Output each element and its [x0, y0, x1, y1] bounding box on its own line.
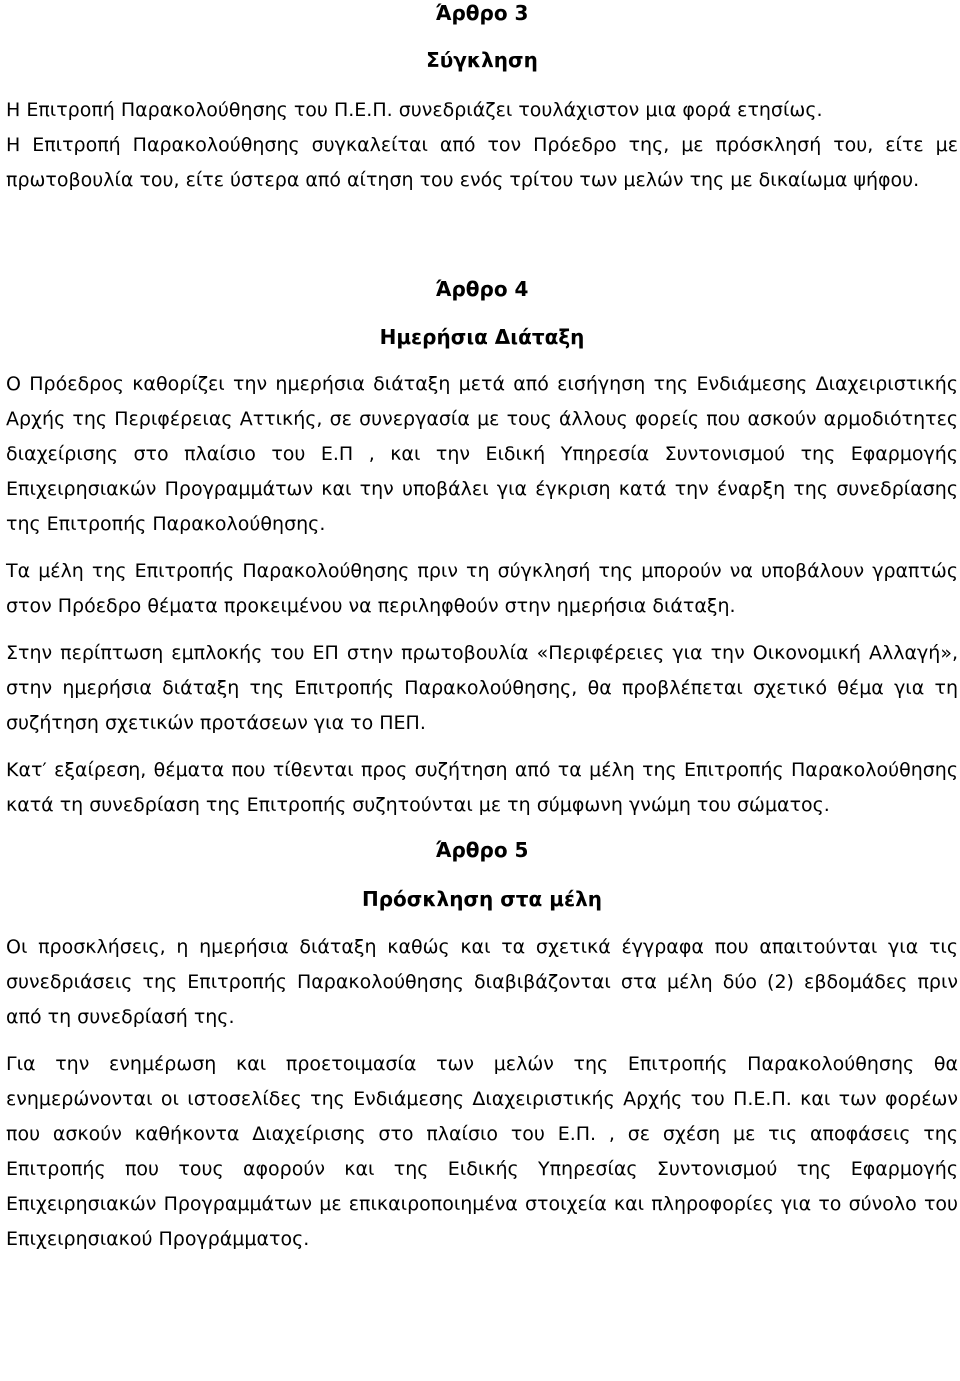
- article-4-paragraph-4: Κατ′ εξαίρεση, θέματα που τίθενται προς συζήτηση από τα μέλη της Επιτροπής Παρακολούθησης κατά τη συνεδρίαση της Επιτροπής συζητούνται με τη σύμφωνη γνώμη του σώματος.: [6, 759, 958, 816]
- article-4: [6, 276, 958, 823]
- article-3-heading: Άρθρο 3: [435, 1, 529, 25]
- article-3: [6, 0, 958, 198]
- article-5-heading: Άρθρο 5: [435, 838, 529, 862]
- article-3-paragraph-2: Η Επιτροπή Παρακολούθησης συγκαλείται από τον Πρόεδρο της, με πρόσκλησή του, είτε με πρωτοβουλία του, είτε ύστερα από αίτηση του ενός τρίτου των μελών της με δικαίωμα ψήφου.: [6, 134, 958, 191]
- article-5-title: Πρόσκληση στα μέλη: [361, 887, 603, 911]
- document-page: [6, 0, 958, 1257]
- article-5-paragraph-2: Για την ενημέρωση και προετοιμασία των μελών της Επιτροπής Παρακολούθησης θα ενημερώνονται οι ιστοσελίδες της Ενδιάμεσης Διαχειριστικής Αρχής του Π.Ε.Π. και των φορέων που ασκούν καθήκοντα Διαχείρισης στο πλαίσιο του Ε.Π. , σε σχέση με τις αποφάσεις της Επιτροπής που τους αφορούν και της Ειδικής Υπηρεσίας Συντονισμού της Εφαρμογής Επιχειρησιακών Προγραμμάτων με επικαιροποιημένα στοιχεία και πληροφορίες για το σύνολο του Επιχειρησιακού Προγράμματος.: [6, 1053, 958, 1250]
- article-4-paragraph-1: Ο Πρόεδρος καθορίζει την ημερήσια διάταξη μετά από εισήγηση της Ενδιάμεσης Διαχειριστικής Αρχής της Περιφέρειας Αττικής, σε συνεργασία με τους άλλους φορείς που ασκούν αρμοδιότητες διαχείρισης στο πλαίσιο του Ε.Π , και την Ειδική Υπηρεσία Συντονισμού της Εφαρμογής Επιχειρησιακών Προγραμμάτων και την υποβάλει για έγκριση κατά την έναρξη της συνεδρίασης της Επιτροπής Παρακολούθησης.: [6, 373, 958, 535]
- article-5-paragraph-1: Οι προσκλήσεις, η ημερήσια διάταξη καθώς και τα σχετικά έγγραφα που απαιτούνται για τις συνεδριάσεις της Επιτροπής Παρακολούθησης διαβιβάζονται στα μέλη δύο (2) εβδομάδες πριν από τη συνεδρίασή της.: [6, 936, 958, 1028]
- article-4-heading: Άρθρο 4: [435, 277, 529, 301]
- article-4-title: Ημερήσια Διάταξη: [379, 325, 585, 349]
- article-3-paragraph-1: Η Επιτροπή Παρακολούθησης του Π.Ε.Π. συνεδριάζει τουλάχιστον μια φορά ετησίως.: [6, 99, 823, 121]
- article-4-paragraph-3: Στην περίπτωση εμπλοκής του ΕΠ στην πρωτοβουλία «Περιφέρειες για την Οικονομική Αλλαγή», στην ημερήσια διάταξη της Επιτροπής Παρακολούθησης, θα προβλέπεται σχετικό θέμα για τη συζήτηση σχετικών προτάσεων για το ΠΕΠ.: [6, 642, 958, 734]
- article-4-paragraph-2: Τα μέλη της Επιτροπής Παρακολούθησης πριν τη σύγκλησή της μπορούν να υποβάλουν γραπτώς στον Πρόεδρο θέματα προκειμένου να περιληφθούν στην ημερήσια διάταξη.: [6, 560, 958, 617]
- article-3-title: Σύγκληση: [426, 48, 538, 72]
- article-5: [6, 837, 958, 1257]
